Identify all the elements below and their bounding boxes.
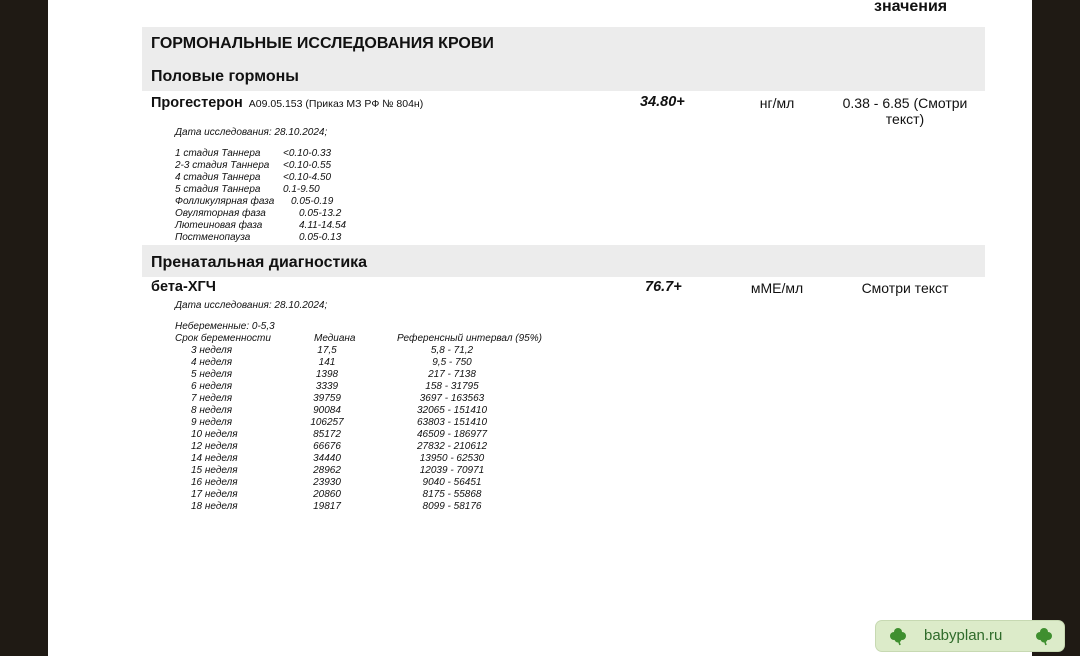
unit-hcg: мМЕ/мл xyxy=(750,280,804,296)
cell-median: 39759 xyxy=(313,393,341,404)
cell-interval: 27832 - 210612 xyxy=(416,441,488,452)
cell-week: 12 неделя xyxy=(191,441,238,452)
cell-interval: 8175 - 55868 xyxy=(422,489,482,500)
table-row xyxy=(175,501,575,513)
table-row xyxy=(175,417,575,429)
cell-interval: 158 - 31795 xyxy=(425,381,479,392)
cell-median: 85172 xyxy=(313,429,341,440)
cell-week: 16 неделя xyxy=(191,477,238,488)
cell-interval: 46509 - 186977 xyxy=(416,429,488,440)
test-name-hcg: бета-ХГЧ xyxy=(151,279,216,295)
cell-interval: 8099 - 58176 xyxy=(422,501,482,512)
cell-week: 6 неделя xyxy=(191,381,233,392)
table-row xyxy=(175,453,575,465)
table-row xyxy=(175,357,575,369)
column-header-reference: значения xyxy=(874,0,948,15)
cell-interval: 12039 - 70971 xyxy=(419,465,485,476)
norm-value: <0.10-0.55 xyxy=(283,160,332,171)
norm-value: 0.1-9.50 xyxy=(283,184,320,195)
clover-icon xyxy=(1034,626,1054,646)
reference-progesterone: 0.38 - 6.85 (Смотри текст) xyxy=(842,95,968,127)
unit-progesterone: нг/мл xyxy=(759,95,795,111)
reference-hcg: Смотри текст xyxy=(861,280,949,296)
cell-interval: 13950 - 62530 xyxy=(419,453,485,464)
cell-median: 90084 xyxy=(313,405,341,416)
non-pregnant-norm: Небеременные: 0-5,3 xyxy=(175,321,275,332)
norm-row xyxy=(175,160,475,172)
norm-row xyxy=(175,184,475,196)
cell-interval: 63803 - 151410 xyxy=(416,417,488,428)
norm-label: Постменопауза xyxy=(175,232,251,243)
clover-icon xyxy=(888,626,908,646)
norm-row xyxy=(175,220,475,232)
cell-median: 3339 xyxy=(315,381,339,392)
norm-row xyxy=(175,196,475,208)
cell-median: 141 xyxy=(318,357,336,368)
section-band-prenatal xyxy=(142,245,985,277)
study-date-progesterone: Дата исследования: 28.10.2024; xyxy=(175,127,328,138)
cell-median: 20860 xyxy=(313,489,341,500)
cell-median: 1398 xyxy=(315,369,339,380)
cell-week: 18 неделя xyxy=(191,501,238,512)
norm-label: Фолликулярная фаза xyxy=(175,196,275,207)
cell-interval: 217 - 7138 xyxy=(428,369,476,380)
cell-median: 23930 xyxy=(313,477,341,488)
cell-week: 8 неделя xyxy=(191,405,233,416)
report-page xyxy=(48,0,1032,656)
norm-label: Лютеиновая фаза xyxy=(175,220,263,231)
section-title-sex-hormones: Половые гормоны xyxy=(151,68,299,85)
table-row xyxy=(175,465,575,477)
norm-label: Овуляторная фаза xyxy=(175,208,266,219)
table-row xyxy=(175,381,575,393)
norm-label: 5 стадия Таннера xyxy=(175,184,261,195)
norm-row xyxy=(175,208,475,220)
test-progesterone xyxy=(151,94,423,112)
result-progesterone: 34.80+ xyxy=(640,94,685,110)
table-row xyxy=(175,369,575,381)
cell-week: 10 неделя xyxy=(191,429,238,440)
table-row xyxy=(175,477,575,489)
study-date-hcg: Дата исследования: 28.10.2024; xyxy=(175,300,328,311)
table-row xyxy=(175,441,575,453)
table-row xyxy=(175,429,575,441)
norm-value: 0.05-13.2 xyxy=(299,208,342,219)
cell-median: 66676 xyxy=(313,441,341,452)
cell-median: 19817 xyxy=(313,501,341,512)
cell-week: 3 неделя xyxy=(191,345,233,356)
header-term: Срок беременности xyxy=(175,333,271,344)
cell-interval: 9040 - 56451 xyxy=(422,477,482,488)
test-code-progesterone: А09.05.153 (Приказ МЗ РФ № 804н) xyxy=(248,98,424,110)
cell-interval: 3697 - 163563 xyxy=(419,393,485,404)
norm-value: <0.10-0.33 xyxy=(283,148,332,159)
section-band-hormonal xyxy=(142,27,985,91)
watermark-text: babyplan.ru xyxy=(924,627,1003,644)
section-title-hormonal: ГОРМОНАЛЬНЫЕ ИССЛЕДОВАНИЯ КРОВИ xyxy=(151,35,494,52)
table-row xyxy=(175,405,575,417)
cell-median: 34440 xyxy=(313,453,341,464)
test-name-progesterone: Прогестерон xyxy=(151,95,243,111)
cell-median: 17,5 xyxy=(317,345,337,356)
cell-week: 17 неделя xyxy=(191,489,238,500)
norm-label: 4 стадия Таннера xyxy=(175,172,261,183)
table-row xyxy=(175,393,575,405)
cell-median: 106257 xyxy=(310,417,344,428)
cell-median: 28962 xyxy=(313,465,341,476)
norm-label: 2-3 стадия Таннера xyxy=(175,160,270,171)
section-title-prenatal: Пренатальная диагностика xyxy=(151,254,368,271)
header-interval: Референсный интервал (95%) xyxy=(397,333,542,344)
cell-week: 5 неделя xyxy=(191,369,233,380)
cell-interval: 9,5 - 750 xyxy=(432,357,472,368)
cell-week: 9 неделя xyxy=(191,417,233,428)
cell-week: 15 неделя xyxy=(191,465,238,476)
norm-value: 0.05-0.13 xyxy=(299,232,342,243)
norm-row xyxy=(175,148,475,160)
norm-value: 4.11-14.54 xyxy=(299,220,347,231)
watermark-badge xyxy=(876,621,1064,651)
result-hcg: 76.7+ xyxy=(645,279,682,295)
cell-week: 7 неделя xyxy=(191,393,233,404)
table-row xyxy=(175,345,575,357)
norm-value: <0.10-4.50 xyxy=(283,172,332,183)
cell-week: 14 неделя xyxy=(191,453,238,464)
norm-row xyxy=(175,172,475,184)
header-median: Медиана xyxy=(314,333,356,344)
norm-label: 1 стадия Таннера xyxy=(175,148,261,159)
norm-value: 0.05-0.19 xyxy=(291,196,334,207)
norm-row xyxy=(175,232,475,244)
cell-week: 4 неделя xyxy=(191,357,233,368)
cell-interval: 32065 - 151410 xyxy=(416,405,488,416)
hcg-table-header xyxy=(175,333,675,345)
cell-interval: 5,8 - 71,2 xyxy=(430,345,474,356)
table-row xyxy=(175,489,575,501)
